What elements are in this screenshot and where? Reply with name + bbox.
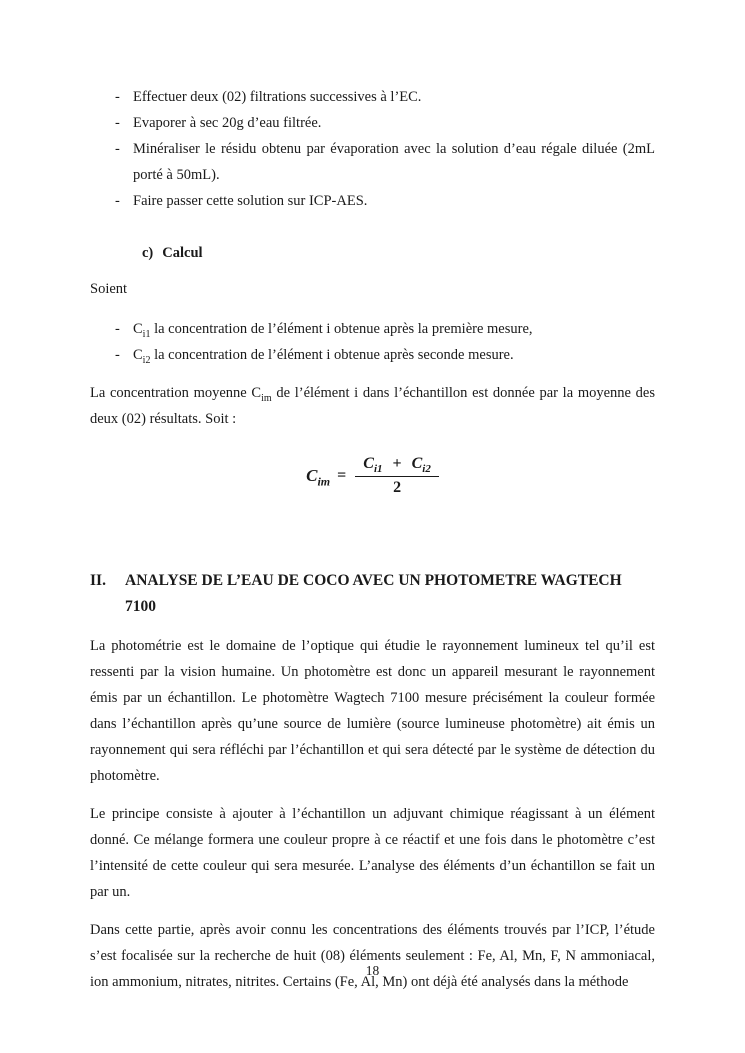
section-heading-numeral: II.: [90, 572, 106, 589]
symbol-subscript: i2: [142, 354, 151, 366]
soient-label: Soient: [90, 281, 128, 297]
list-item-text: Faire passer cette solution sur ICP-AES.: [133, 193, 368, 209]
numerator-right-subscript: i2: [422, 463, 431, 476]
list-item-text: Minéraliser le résidu obtenu par évaporation avec la solution d’eau régale diluée (2mL porté à 50mL).: [133, 141, 655, 183]
symbol-subscript: i1: [142, 328, 151, 340]
numerator-left: [363, 455, 383, 476]
list-item: [90, 136, 655, 188]
dash-marker: -: [115, 115, 120, 131]
definition-item: [90, 342, 655, 368]
formula-lhs-base: C: [306, 466, 318, 485]
dash-marker: -: [115, 321, 120, 337]
symbol-base: C: [133, 321, 143, 337]
formula-lhs: [306, 466, 331, 489]
dash-marker: -: [115, 193, 120, 209]
dash-marker: -: [115, 141, 120, 157]
denominator: 2: [355, 476, 439, 497]
page-number: 18: [365, 963, 380, 978]
procedure-list: [90, 84, 655, 214]
list-item: [90, 110, 655, 136]
numerator-left-subscript: i1: [373, 463, 383, 476]
formula: [90, 446, 655, 506]
section-heading: [90, 568, 655, 620]
definition-item: [90, 316, 655, 342]
symbol-base: C: [133, 347, 143, 363]
list-item: [90, 188, 655, 214]
numerator-right-base: C: [411, 455, 423, 472]
body-paragraph: La photométrie est le domaine de l’optique qui étudie le rayonnement lumineux tel qu’il est ressenti par la vision humaine. Un photomètre est donc un appareil mesurant le rayonnement émis par un échantillon. Le photomètre Wagtech 7100 mesure précisément la couleur formée dans l’échantillon après qu’une source de lumière (source lumineuse photomètre) ait émis un rayonnement qui sera réfléchi par l’échantillon et qui sera détecté par le système de détection du photomètre.: [90, 638, 655, 784]
mean-paragraph-after: de l’élément i dans l’échantillon est donnée par la moyenne des deux (02) résultats. Soit :: [90, 385, 655, 427]
section-heading-title: ANALYSE DE L’EAU DE COCO AVEC UN PHOTOMETRE WAGTECH 7100: [125, 572, 622, 615]
numerator-left-base: C: [363, 455, 374, 472]
body-paragraph: Le principe consiste à ajouter à l’échantillon un adjuvant chimique réagissant à un élément donné. Ce mélange formera une couleur propre à ce réactif et une fois dans le photomètre c’est l’intensité de cette couleur qui sera mesurée. L’analyse des éléments d’un échantillon se fait un par un.: [90, 806, 655, 900]
plus-sign: +: [392, 455, 402, 472]
definition-body: la concentration de l’élément i obtenue après seconde mesure.: [150, 347, 514, 363]
list-item-text: Evaporer à sec 20g d’eau filtrée.: [133, 115, 322, 131]
fraction: [355, 455, 439, 497]
mean-paragraph: [90, 380, 655, 432]
body-paragraph: Dans cette partie, après avoir connu les concentrations des éléments trouvés par l’ICP, l’étude s’est focalisée sur la recherche de huit (08) éléments seulement : Fe, Al, Mn, F, N ammoniacal, ion ammonium, nitrates, nitrites. Certains (Fe, Al, Mn) ont déjà été analysés dans la méthode: [90, 922, 655, 990]
list-item-text: Effectuer deux (02) filtrations successives à l’EC.: [133, 89, 422, 105]
definitions-list: [90, 316, 655, 368]
formula-lhs-subscript: im: [317, 474, 331, 489]
numerator-right: [411, 455, 431, 476]
definition-text: [133, 342, 655, 368]
equals-sign: =: [337, 467, 347, 484]
definition-body: la concentration de l’élément i obtenue après la première mesure,: [150, 321, 533, 337]
definition-text: [133, 316, 655, 342]
calcul-subheading: [142, 240, 655, 266]
list-item: [90, 84, 655, 110]
calcul-subheading-text: Calcul: [162, 245, 203, 261]
calcul-subheading-label: c): [142, 245, 154, 261]
mean-paragraph-before: La concentration moyenne C: [90, 385, 262, 401]
dash-marker: -: [115, 89, 120, 105]
numerator: [355, 455, 439, 476]
dash-marker: -: [115, 347, 120, 363]
mean-subscript: im: [261, 392, 272, 404]
